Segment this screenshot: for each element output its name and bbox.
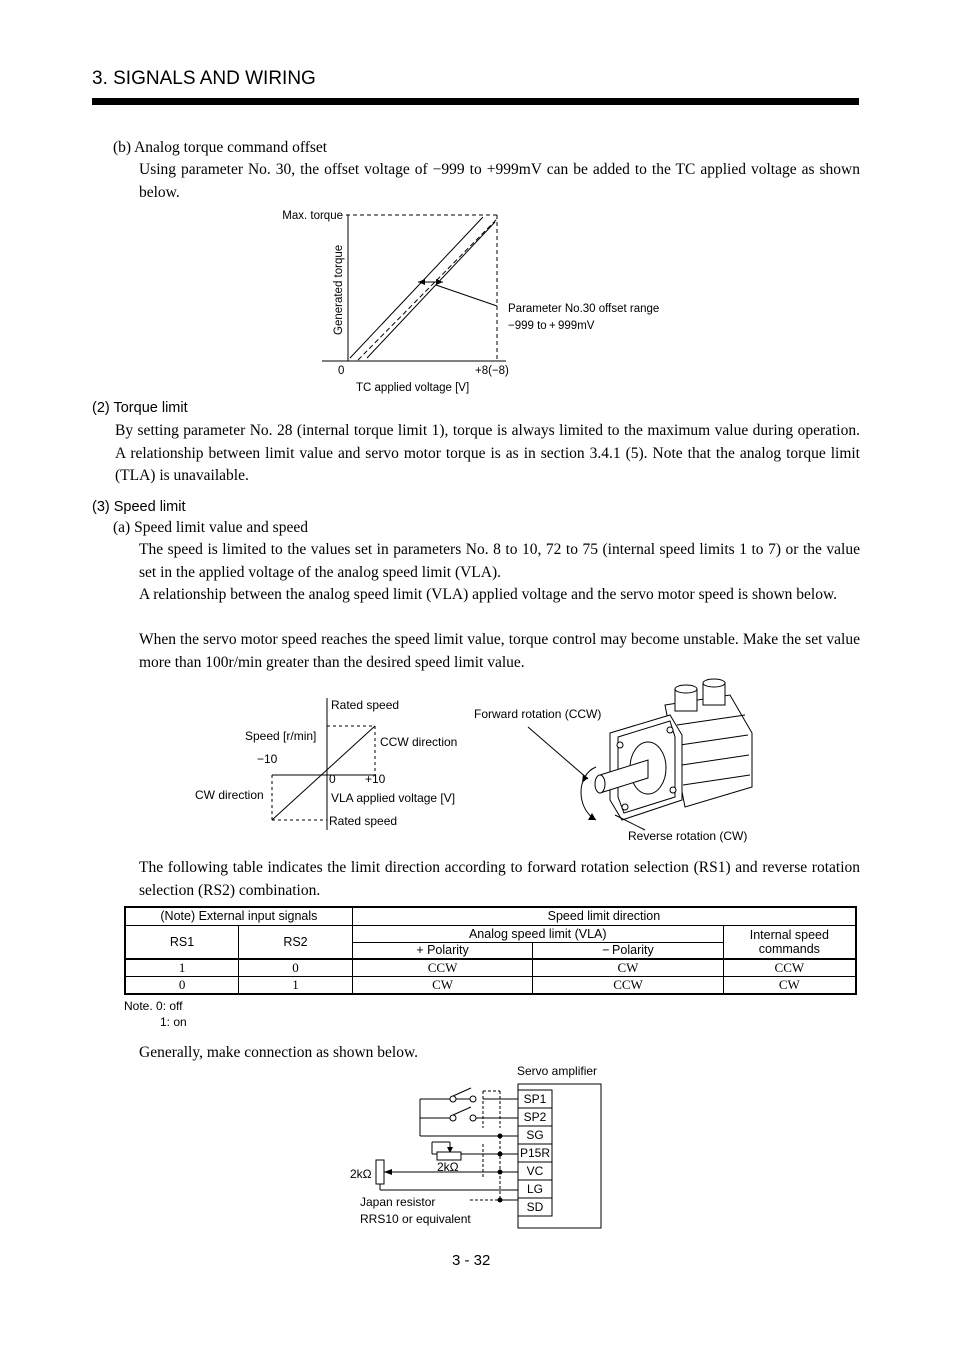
sp2-switch-contact-icon [470,1115,476,1121]
outer-resistor-icon [376,1160,384,1184]
speed-limit-subheading: (a) Speed limit value and speed [113,519,308,536]
table-row [125,959,856,977]
x-axis-label: TC applied voltage [V] [356,382,470,394]
cell-rs2: 1 [239,977,353,995]
sp2-switch-contact-left-icon [450,1115,456,1121]
inner-resistor-icon [437,1152,461,1160]
subsection-b-heading: (b) Analog torque command offset [113,139,328,156]
pin-label-lg: LG [526,1182,544,1196]
junction-dot-icon [498,1134,503,1139]
header-internal-speed: Internal speed commands [723,925,856,959]
header-speed-limit-direction: Speed limit direction [352,907,856,925]
speed-limit-direction-table [124,906,857,995]
origin-label: 0 [338,365,345,377]
junction-dot-icon [498,1152,503,1157]
pin-label-sd: SD [526,1200,544,1214]
pin-boxes [518,1090,552,1216]
table-note-line-2: 1: on [160,1015,187,1029]
y-axis-label: Generated torque [333,244,345,335]
header-plus-polarity: + Polarity [352,942,532,959]
header-external-inputs: (Note) External input signals [125,907,352,925]
speed-limit-para-2: A relationship between the analog speed limit (VLA) applied voltage and the servo motor speed is shown below. [139,586,838,603]
cell-rs1: 0 [125,977,239,995]
offset-range-annotation: Parameter No.30 offset range [508,303,660,315]
forward-rotation-label: Forward rotation (CCW) [474,707,602,721]
cell-rs1: 1 [125,959,239,977]
inner-resistor-label: 2kΩ [437,1160,459,1174]
torque-offset-figure [250,205,720,400]
minus10-label: −10 [257,752,278,766]
annotation-leader-line [436,285,497,306]
speed-limit-para-1: The speed is limited to the values set in parameters No. 8 to 10, 72 to 75 (internal speed limits 1 to 7) or the value set in the applied voltage of the analog speed limit (VLA). [139,541,860,581]
cw-direction-label: CW direction [195,788,264,802]
plus10-label: +10 [365,772,386,786]
nominal-dashed-line [358,219,497,360]
rotation-arrow-ccw-icon [582,774,588,783]
zero-label: 0 [329,772,336,786]
speed-limit-heading: (3) Speed limit [92,499,186,515]
cell-internal-speed: CW [723,977,856,995]
subsection-b-text: Using parameter No. 30, the offset voltage of −999 to +999mV can be added to the TC applied voltage as shown below. [139,161,860,201]
cell-rs2: 0 [239,959,353,977]
servo-motor-figure [470,675,770,850]
arrow-head-right-icon [436,279,443,285]
page-section-title: 3. SIGNALS AND WIRING [92,68,316,89]
pin-label-sp1: SP1 [523,1092,547,1106]
connection-intro-text: Generally, make connection as shown below. [139,1044,419,1061]
cell-minus-polarity: CW [533,959,723,977]
outer-resistor-label: 2kΩ [350,1167,372,1181]
ccw-direction-label: CCW direction [380,735,458,749]
servo-motor-icon [595,679,752,820]
x-end-label: +8(−8) [475,365,509,377]
reverse-rotation-label: Reverse rotation (CW) [628,829,748,843]
header-minus-polarity: − Polarity [533,942,723,959]
cell-minus-polarity: CCW [533,977,723,995]
japan-resistor-model: RRS10 or equivalent [360,1212,471,1226]
sp1-switch-contact-left-icon [450,1096,456,1102]
table-note-line-1: Note. 0: off [124,999,183,1013]
sp1-switch-blade-icon [453,1088,471,1096]
pin-label-sp2: SP2 [523,1110,547,1124]
offset-line-left [350,217,483,358]
servo-amplifier-label: Servo amplifier [517,1064,598,1078]
outer-res-arrow-icon [384,1169,392,1175]
junction-dot-icon [498,1170,503,1175]
header-rule [92,98,859,105]
speed-axis-label: Speed [r/min] [245,729,317,743]
max-torque-label: Max. torque [282,210,343,222]
pin-label-sg: SG [526,1128,544,1142]
header-rs2: RS2 [239,925,353,959]
page-number: 3 - 32 [452,1252,491,1269]
pin-label-p15r: P15R [519,1146,551,1160]
rated-speed-top-label: Rated speed [331,698,400,712]
cell-plus-polarity: CW [352,977,532,995]
speed-limit-para-3: When the servo motor speed reaches the speed limit value, torque control may become unstable. Make the set value more than 100r/min greater than the desired speed limit value. [139,631,860,671]
cell-plus-polarity: CCW [352,959,532,977]
sp2-switch-blade-icon [453,1107,471,1115]
offset-line-right [367,222,495,358]
forward-leader-line [528,727,588,779]
sp1-switch-contact-icon [470,1096,476,1102]
offset-range-values: −999 to + 999mV [508,320,595,332]
pin-label-vc: VC [526,1164,544,1178]
vla-axis-label: VLA applied voltage [V] [331,791,456,805]
rated-speed-bottom-label: Rated speed [329,814,398,828]
vla-speed-figure [190,690,480,840]
header-analog-speed-limit: Analog speed limit (VLA) [352,925,723,942]
junction-dot-icon [498,1198,503,1203]
table-intro-text: The following table indicates the limit direction according to forward rotation selection (RS1) and reverse rotation selection (RS2) combination. [139,859,860,899]
wiring-diagram [340,1058,620,1233]
header-rs1: RS1 [125,925,239,959]
japan-resistor-label: Japan resistor [360,1195,436,1209]
table-row [125,977,856,995]
cell-internal-speed: CCW [723,959,856,977]
torque-limit-text: By setting parameter No. 28 (internal torque limit 1), torque is always limited to the maximum value during operation. A relationship between limit value and servo motor torque is as in section 3.4.1 (5). Note that the analog torque limit (TLA) is unavailable. [115,422,860,484]
torque-limit-heading: (2) Torque limit [92,400,188,416]
